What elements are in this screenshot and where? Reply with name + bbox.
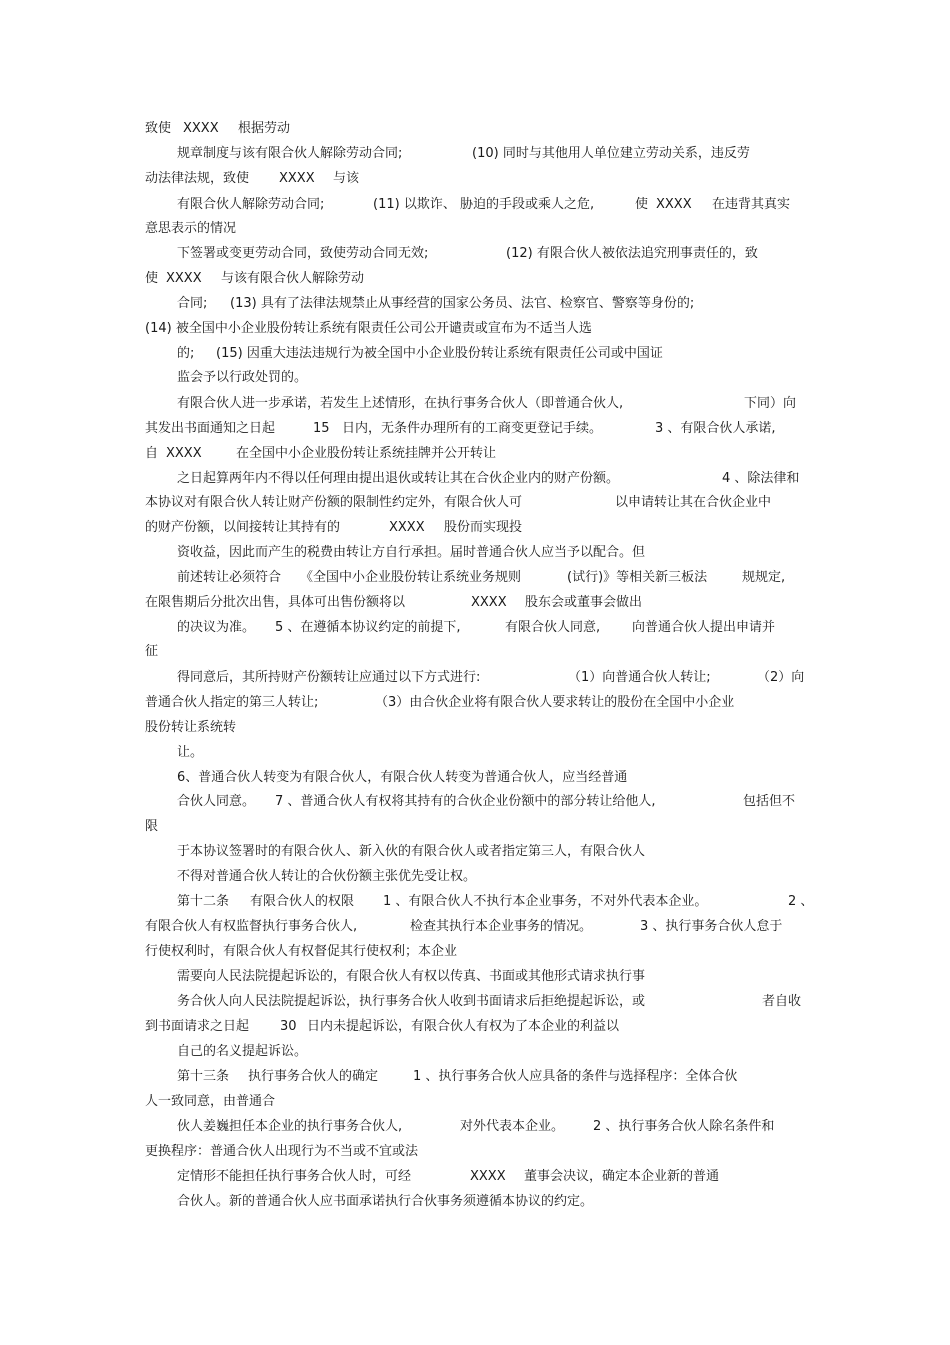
- text-segment: 股份而实现投: [444, 520, 523, 535]
- text-segment: 股份转让系统转: [145, 720, 237, 735]
- text-segment: (14) 被全国中小企业股份转让系统有限责任公司公开谴责或宣布为不适当人选: [145, 321, 592, 336]
- text-segment: 有限合伙人有权监督执行事务合伙人,: [145, 919, 358, 934]
- text-line: [0, 142, 950, 166]
- text-line: [0, 193, 950, 217]
- text-segment: 董事会决议，确定本企业新的普通: [524, 1169, 720, 1184]
- text-segment: 前述转让必须符合: [177, 570, 282, 585]
- text-line: [0, 1065, 950, 1089]
- text-line: [0, 442, 950, 466]
- text-line: [0, 566, 950, 590]
- text-segment: 合伙人同意。: [177, 794, 256, 809]
- text-segment: (试行)》等相关新三板法: [567, 570, 708, 585]
- text-segment: 的财产份额，以间接转让其持有的: [145, 520, 341, 535]
- text-segment: 有限合伙人进一步承诺，若发生上述情形，在执行事务合伙人（即普通合伙人,: [177, 396, 624, 411]
- text-segment: XXXX: [166, 271, 202, 286]
- text-line: [0, 1140, 950, 1164]
- text-segment: 合伙人。新的普通合伙人应书面承诺执行合伙事务须遵循本协议的约定。: [177, 1194, 594, 1209]
- text-segment: 有限合伙人同意,: [505, 620, 601, 635]
- text-segment: 第十三条: [177, 1069, 230, 1084]
- text-segment: 务合伙人向人民法院提起诉讼，执行事务合伙人收到书面请求后拒绝提起诉讼，或: [177, 994, 646, 1009]
- text-segment: 定情形不能担任执行事务合伙人时，可经: [177, 1169, 412, 1184]
- text-line: [0, 666, 950, 690]
- text-line: [0, 1090, 950, 1114]
- text-line: [0, 790, 950, 814]
- text-segment: XXXX: [471, 595, 507, 610]
- text-line: [0, 417, 950, 441]
- text-segment: 需要向人民法院提起诉讼的，有限合伙人有权以传真、书面或其他形式请求执行事: [177, 969, 646, 984]
- text-segment: 2 、: [788, 894, 814, 909]
- text-segment: XXXX: [656, 197, 692, 212]
- text-segment: 的决议为准。: [177, 620, 256, 635]
- text-segment: 7 、普通合伙人有权将其持有的合伙企业份额中的部分转让给他人,: [275, 794, 656, 809]
- text-segment: 普通合伙人指定的第三人转让;: [145, 695, 319, 710]
- text-segment: (10) 同时与其他用人单位建立劳动关系，违反劳: [472, 146, 750, 161]
- text-segment: 监会予以行政处罚的。: [177, 370, 308, 385]
- text-segment: 到书面请求之日起: [145, 1019, 250, 1034]
- text-segment: 人一致同意，由普通合: [145, 1094, 276, 1109]
- text-line: [0, 117, 950, 141]
- text-segment: 以申请转让其在合伙企业中: [615, 495, 772, 510]
- text-segment: (15) 因重大违法违规行为被全国中小企业股份转让系统有限责任公司或中国证: [216, 346, 663, 361]
- text-line: [0, 815, 950, 839]
- text-segment: 执行事务合伙人的确定: [248, 1069, 379, 1084]
- text-line: [0, 317, 950, 341]
- text-segment: 意思表示的情况: [145, 221, 237, 236]
- text-segment: 在全国中小企业股份转让系统挂牌并公开转让: [236, 446, 497, 461]
- text-line: [0, 1165, 950, 1189]
- text-segment: 4 、除法律和: [722, 471, 800, 486]
- text-segment: 致使: [145, 121, 172, 136]
- text-segment: 规章制度与该有限合伙人解除劳动合同;: [177, 146, 403, 161]
- text-segment: 其发出书面通知之日起: [145, 421, 276, 436]
- text-line: [0, 242, 950, 266]
- text-segment: 资收益，因此而产生的税费由转让方自行承担。届时普通合伙人应当予以配合。但: [177, 545, 646, 560]
- text-segment: 15: [313, 421, 330, 436]
- text-segment: 本协议对有限合伙人转让财产份额的限制性约定外，有限合伙人可: [145, 495, 523, 510]
- text-segment: 征: [145, 644, 159, 659]
- text-segment: XXXX: [389, 520, 425, 535]
- text-segment: 更换程序：普通合伙人出现行为不当或不宜或法: [145, 1144, 419, 1159]
- text-segment: 3 、执行事务合伙人怠于: [640, 919, 783, 934]
- text-segment: 《全国中小企业股份转让系统业务规则: [300, 570, 522, 585]
- text-segment: 的;: [177, 346, 195, 361]
- text-segment: 3 、有限合伙人承诺,: [655, 421, 776, 436]
- text-segment: 30: [280, 1019, 297, 1034]
- text-line: [0, 1190, 950, 1214]
- text-line: [0, 491, 950, 515]
- text-segment: 1 、有限合伙人不执行本企业事务，不对外代表本企业。: [383, 894, 708, 909]
- text-line: [0, 541, 950, 565]
- text-line: [0, 965, 950, 989]
- text-segment: 与该有限合伙人解除劳动: [221, 271, 365, 286]
- text-segment: XXXX: [166, 446, 202, 461]
- text-segment: 于本协议签署时的有限合伙人、新入伙的有限合伙人或者指定第三人，有限合伙人: [177, 844, 646, 859]
- text-line: [0, 342, 950, 366]
- text-segment: 有限合伙人的权限: [250, 894, 355, 909]
- text-segment: 有限合伙人解除劳动合同;: [177, 197, 325, 212]
- text-line: [0, 890, 950, 914]
- text-segment: 让。: [177, 745, 204, 760]
- text-segment: 2 、执行事务合伙人除名条件和: [593, 1119, 775, 1134]
- text-segment: 6、普通合伙人转变为有限合伙人，有限合伙人转变为普通合伙人，应当经普通: [177, 770, 628, 785]
- text-line: [0, 840, 950, 864]
- text-line: [0, 366, 950, 390]
- text-segment: 自己的名义提起诉讼。: [177, 1044, 308, 1059]
- text-line: [0, 217, 950, 241]
- text-segment: XXXX: [279, 171, 315, 186]
- text-segment: 自: [145, 446, 159, 461]
- text-segment: 之日起算两年内不得以任何理由提出退伙或转让其在合伙企业内的财产份额。: [177, 471, 620, 486]
- text-segment: 限: [145, 819, 159, 834]
- text-segment: 第十二条: [177, 894, 230, 909]
- text-segment: (11) 以欺诈、 胁迫的手段或乘人之危,: [373, 197, 595, 212]
- text-segment: 检查其执行本企业事务的情况。: [410, 919, 593, 934]
- text-line: [0, 691, 950, 715]
- text-segment: （3）由合伙企业将有限合伙人要求转让的股份在全国中小企业: [375, 695, 735, 710]
- text-line: [0, 741, 950, 765]
- text-line: [0, 716, 950, 740]
- text-line: [0, 640, 950, 664]
- text-segment: （1）向普通合伙人转让;: [568, 670, 711, 685]
- text-segment: 包括但不: [743, 794, 796, 809]
- text-segment: 日内未提起诉讼，有限合伙人有权为了本企业的利益以: [307, 1019, 620, 1034]
- text-line: [0, 467, 950, 491]
- text-segment: 在违背其真实: [712, 197, 791, 212]
- text-line: [0, 616, 950, 640]
- text-segment: (12) 有限合伙人被依法追究刑事责任的，致: [506, 246, 758, 261]
- text-segment: 5 、在遵循本协议约定的前提下,: [275, 620, 461, 635]
- text-line: [0, 865, 950, 889]
- text-segment: 不得对普通合伙人转让的合伙份额主张优先受让权。: [177, 869, 477, 884]
- text-line: [0, 915, 950, 939]
- text-segment: 与该: [333, 171, 360, 186]
- text-segment: 规规定,: [742, 570, 786, 585]
- text-segment: 在限售期后分批次出售，具体可出售份额将以: [145, 595, 406, 610]
- text-segment: 使: [635, 197, 649, 212]
- text-line: [0, 516, 950, 540]
- text-line: [0, 292, 950, 316]
- text-segment: 股东会或董事会做出: [525, 595, 643, 610]
- text-segment: XXXX: [470, 1169, 506, 1184]
- text-line: [0, 940, 950, 964]
- text-line: [0, 1115, 950, 1139]
- text-line: [0, 392, 950, 416]
- text-segment: 根据劳动: [238, 121, 291, 136]
- text-segment: 者自收: [762, 994, 802, 1009]
- text-line: [0, 766, 950, 790]
- text-line: [0, 167, 950, 191]
- text-segment: 行使权利时，有限合伙人有权督促其行使权利；本企业: [145, 944, 458, 959]
- text-line: [0, 267, 950, 291]
- text-segment: (13) 具有了法律法规禁止从事经营的国家公务员、法官、检察官、警察等身份的;: [230, 296, 695, 311]
- text-segment: 伙人姜巍担任本企业的执行事务合伙人,: [177, 1119, 403, 1134]
- text-segment: 合同;: [177, 296, 208, 311]
- text-segment: 下签署或变更劳动合同，致使劳动合同无效;: [177, 246, 429, 261]
- text-segment: 得同意后，其所持财产份额转让应通过以下方式进行:: [177, 670, 481, 685]
- text-segment: 动法律法规，致使: [145, 171, 250, 186]
- text-segment: 使: [145, 271, 159, 286]
- text-segment: 1 、执行事务合伙人应具备的条件与选择程序：全体合伙: [413, 1069, 738, 1084]
- text-segment: 对外代表本企业。: [460, 1119, 565, 1134]
- text-line: [0, 990, 950, 1014]
- text-segment: 日内，无条件办理所有的工商变更登记手续。: [342, 421, 603, 436]
- text-segment: 向普通合伙人提出申请并: [632, 620, 776, 635]
- text-line: [0, 1040, 950, 1064]
- text-line: [0, 591, 950, 615]
- text-line: [0, 1015, 950, 1039]
- text-segment: （2）向: [757, 670, 805, 685]
- text-segment: XXXX: [183, 121, 219, 136]
- text-segment: 下同）向: [744, 396, 797, 411]
